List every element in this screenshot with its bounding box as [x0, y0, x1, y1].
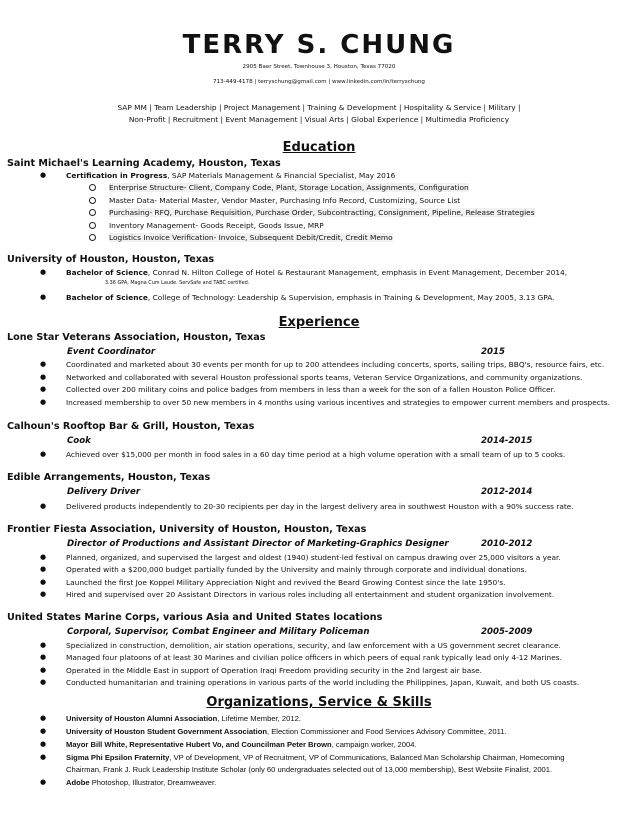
bullet-icon: ●	[40, 753, 47, 761]
experience-date: 2014-2015	[481, 436, 533, 446]
organization-detail: , VP of Development, VP of Recruitment, VP of Communications, Balanced Man Scholarship Chairman, Homecoming	[169, 753, 565, 762]
circle-bullet-icon	[89, 234, 96, 241]
organization-name: Adobe	[66, 778, 90, 787]
certification-item	[66, 171, 626, 180]
bullet-icon: ●	[40, 360, 47, 368]
circle-bullet-icon	[89, 197, 96, 204]
bullet-icon: ●	[40, 727, 47, 735]
experience-date: 2010-2012	[481, 539, 533, 549]
experience-bullet: Operated with a $200,000 budget partially funded by the University and mainly through corporate and individual donations.	[66, 565, 527, 574]
experience-bullet: Launched the first Joe Koppel Military Appreciation Night and revived the Beard Growing Contest since the late 1950's.	[66, 578, 506, 587]
sap-sub-item: Enterprise Structure- Client, Company Code, Plant, Storage Location, Assignments, Configuration	[109, 183, 469, 192]
experience-role: Cook	[67, 436, 91, 446]
organization-item	[66, 778, 626, 787]
bullet-icon: ●	[40, 502, 47, 510]
experience-bullet: Delivered products independently to 20-30 recipients per day in the largest delivery area in southwest Houston with a 90% success rate.	[66, 502, 574, 511]
experience-date: 2015	[481, 347, 505, 357]
experience-bullet: Networked and collaborated with several Houston professional sports teams, Veteran Service Organizations, and community organizations.	[66, 373, 583, 382]
experience-role: Corporal, Supervisor, Combat Engineer and Military Policeman	[67, 627, 370, 637]
organization-detail: , Lifetime Member, 2012.	[217, 714, 301, 723]
candidate-name: TERRY S. CHUNG	[182, 30, 456, 60]
degree-item-1-cont: 3.36 GPA, Magna Cum Laude. ServSafe and TABC certified.	[105, 280, 250, 286]
bullet-icon: ●	[40, 553, 47, 561]
experience-org: United States Marine Corps, various Asia and United States locations	[7, 612, 383, 623]
organization-name: Sigma Phi Epsilon Fraternity	[66, 753, 170, 762]
experience-bullet: Operated in the Middle East in support of Operation Iraqi Freedom providing security in the 2nd largest air base.	[66, 666, 483, 675]
experience-org: Lone Star Veterans Association, Houston, Texas	[7, 332, 266, 343]
bullet-icon: ●	[40, 666, 47, 674]
bullet-icon: ●	[40, 714, 47, 722]
bullet-icon: ●	[40, 373, 47, 381]
bullet-icon: ●	[40, 678, 47, 686]
experience-date: 2005-2009	[481, 627, 533, 637]
organization-detail: Photoshop, Illustrator, Dreamweaver.	[89, 778, 217, 787]
organization-item	[66, 714, 626, 723]
experience-bullet: Planned, organized, and supervised the largest and oldest (1940) student-led festival on campus drawing over 25,000 visitors a year.	[66, 553, 561, 562]
bullet-icon: ●	[40, 268, 47, 276]
section-title-education: Education	[282, 140, 356, 155]
circle-bullet-icon	[89, 222, 96, 229]
circle-bullet-icon	[89, 184, 96, 191]
organization-name: Mayor Bill White, Representative Hubert Vo, and Councilman Peter Brown	[66, 740, 332, 749]
experience-bullet: Coordinated and marketed about 30 events per month for up to 200 attendees including concerts, sports, sailing trips, BBQ's, resource fairs, etc.	[66, 360, 605, 369]
bullet-icon: ●	[40, 778, 47, 786]
organization-detail: , campaign worker, 2004.	[331, 740, 417, 749]
organization-name: University of Houston Student Government Association	[66, 727, 267, 736]
contact-line: 713-449-4178 | terryschung@gmail.com | www.linkedin.com/in/terryschung	[213, 79, 425, 85]
experience-org: Calhoun's Rooftop Bar & Grill, Houston, Texas	[7, 421, 255, 432]
degree-title: Bachelor of Science	[66, 293, 148, 302]
bullet-icon: ●	[40, 653, 47, 661]
section-title-experience: Experience	[278, 315, 360, 330]
experience-bullet: Conducted humanitarian and training operations in various parts of the world including the Philippines, Japan, Kuwait, and both US coasts.	[66, 678, 580, 687]
sap-sub-item: Purchasing- RFQ, Purchase Requisition, Purchase Order, Subcontracting, Consignment, Pipeline, Release Strategies	[109, 208, 535, 217]
bullet-icon: ●	[40, 398, 47, 406]
degree-title: Bachelor of Science	[66, 268, 148, 277]
education-org-uh: University of Houston, Houston, Texas	[7, 254, 215, 265]
bullet-icon: ●	[40, 565, 47, 573]
sap-sub-item: Inventory Management- Goods Receipt, Goods Issue, MRP	[109, 221, 324, 230]
bullet-icon: ●	[40, 740, 47, 748]
bullet-icon: ●	[40, 578, 47, 586]
experience-role: Delivery Driver	[67, 487, 141, 497]
experience-bullet: Achieved over $15,000 per month in food sales in a 60 day time period at a high volume operation with a small team of up to 5 cooks.	[66, 450, 566, 459]
experience-bullet: Specialized in construction, demolition, air station operations, security, and law enforcement with a US government secret clearance.	[66, 641, 561, 650]
sap-sub-item: Logistics Invoice Verification- Invoice, Subsequent Debit/Credit, Credit Memo	[109, 233, 393, 242]
circle-bullet-icon	[89, 209, 96, 216]
experience-bullet: Collected over 200 military coins and police badges from members in less than a week for the son of a fallen Houston Police Officer.	[66, 385, 556, 394]
experience-org: Edible Arrangements, Houston, Texas	[7, 472, 211, 483]
certification-detail: , SAP Materials Management & Financial Specialist, May 2016	[167, 171, 396, 180]
organization-detail: , Election Commissioner and Food Services Advisory Committee, 2011.	[266, 727, 507, 736]
organization-detail: Chairman, Frank J. Ruck Leadership Institute Scholar (only 60 undergraduates selected out of 13,000 membership), Best Website Finalist, 2001.	[66, 765, 553, 774]
sap-sub-item: Master Data- Material Master, Vendor Master, Purchasing Info Record, Customizing, Source List	[109, 196, 461, 205]
experience-role: Event Coordinator	[67, 347, 156, 357]
degree-item-2	[66, 293, 626, 302]
experience-bullet: Hired and supervised over 20 Assistant Directors in various roles including all entertainment and student organization involvement.	[66, 590, 555, 599]
bullet-icon: ●	[40, 641, 47, 649]
bullet-icon: ●	[40, 293, 47, 301]
experience-bullet: Increased membership to over 50 new members in 4 months using various incentives and strategies to empower current members and prospects.	[66, 398, 610, 407]
bullet-icon: ●	[40, 450, 47, 458]
education-org-saint-michaels: Saint Michael's Learning Academy, Houston, Texas	[7, 158, 281, 169]
address: 2905 Baer Street, Townhouse 3, Houston, Texas 77020	[242, 64, 396, 70]
experience-date: 2012-2014	[481, 487, 533, 497]
organization-item	[66, 753, 626, 762]
organization-name: University of Houston Alumni Association	[66, 714, 218, 723]
organization-item-cont	[66, 765, 626, 774]
certification-title: Certification in Progress	[66, 171, 168, 180]
experience-org: Frontier Fiesta Association, University of Houston, Houston, Texas	[7, 524, 367, 535]
degree-detail: , Conrad N. Hilton College of Hotel & Restaurant Management, emphasis in Event Management, December 2014,	[147, 268, 568, 277]
skills-line-2: Non-Profit | Recruitment | Event Management | Visual Arts | Global Experience | Multimedia Proficiency	[128, 115, 510, 124]
experience-bullet: Managed four platoons of at least 30 Marines and civilian police officers in which peers of equal rank typically lead only 4-12 Marines.	[66, 653, 562, 662]
degree-detail: , College of Technology: Leadership & Supervision, emphasis in Training & Development, May 2005, 3.13 GPA.	[147, 293, 555, 302]
bullet-icon: ●	[40, 590, 47, 598]
section-title-organizations: Organizations, Service & Skills	[206, 695, 432, 710]
experience-role: Director of Productions and Assistant Director of Marketing-Graphics Designer	[67, 539, 449, 549]
organization-item	[66, 727, 626, 736]
organization-item	[66, 740, 626, 749]
degree-item-1	[66, 268, 626, 277]
bullet-icon: ●	[40, 385, 47, 393]
bullet-icon: ●	[40, 171, 47, 179]
skills-line-1: SAP MM | Team Leadership | Project Management | Training & Development | Hospitality & Service | Military |	[117, 103, 521, 112]
